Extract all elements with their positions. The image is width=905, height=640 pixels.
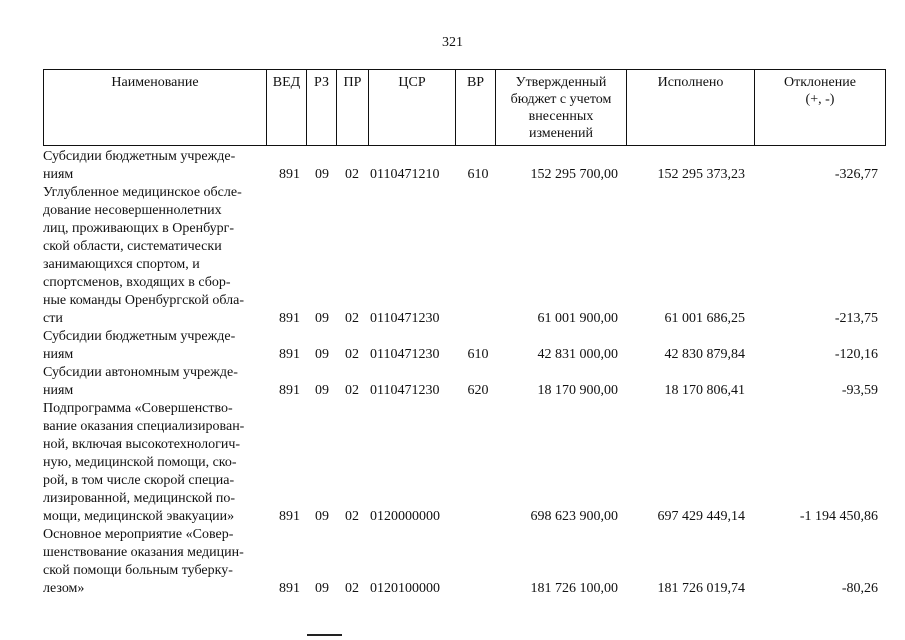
header-csr-label: ЦСР <box>398 75 426 90</box>
header-pr-label: ПР <box>343 75 362 90</box>
header-deviation-line: (+, -) <box>805 92 835 107</box>
row-name <box>43 184 265 328</box>
row-name-line: лиц, проживающих в Оренбург- <box>43 221 235 236</box>
header-name <box>44 70 266 145</box>
cell-rz: 09 <box>315 311 329 326</box>
cell-rz: 09 <box>315 347 329 362</box>
cell-deviation: -213,75 <box>834 311 878 326</box>
cell-vr: 620 <box>467 383 489 398</box>
header-csr <box>368 70 455 145</box>
cell-csr: 0110471230 <box>370 311 440 326</box>
cell-ved: 891 <box>279 581 300 596</box>
table-row <box>43 526 886 598</box>
header-deviation-line: Отклонение <box>784 75 856 90</box>
row-name-line: лизированной, медицинской по- <box>43 491 236 506</box>
cell-deviation: -80,26 <box>841 581 878 596</box>
row-name-line: шенствование оказания медицин- <box>43 545 244 560</box>
cell-vr: 610 <box>467 167 489 182</box>
cell-csr: 0110471230 <box>370 383 440 398</box>
header-ved <box>266 70 306 145</box>
row-name-line: Подпрограмма «Совершенство- <box>43 401 233 416</box>
table-row <box>43 400 886 526</box>
row-name-line: ную, медицинской помощи, ско- <box>43 455 237 470</box>
cell-deviation: -120,16 <box>834 347 878 362</box>
cell-rz: 09 <box>315 581 329 596</box>
header-budget-line: внесенных <box>528 109 594 124</box>
header-name-label: Наименование <box>111 75 199 90</box>
row-name-line: дование несовершеннолетних <box>43 203 222 218</box>
cell-rz: 09 <box>315 509 329 524</box>
row-name-line: вание оказания специализирован- <box>43 419 245 434</box>
row-name-line: Основное мероприятие «Совер- <box>43 527 234 542</box>
row-name-line: Субсидии бюджетным учрежде- <box>43 149 236 164</box>
header-pr <box>336 70 368 145</box>
row-name-line: Субсидии автономным учрежде- <box>43 365 238 380</box>
footer-divider <box>307 634 342 636</box>
table-row <box>43 184 886 328</box>
page-number: 321 <box>442 35 463 50</box>
cell-csr: 0120100000 <box>370 581 440 596</box>
table-header <box>43 69 886 146</box>
header-rz-label: РЗ <box>314 75 329 90</box>
row-name-line: ной, включая высокотехнологич- <box>43 437 241 452</box>
row-name-line: ниям <box>43 167 74 182</box>
cell-pr: 02 <box>345 311 359 326</box>
row-name-line: ской области, систематически <box>43 239 222 254</box>
cell-pr: 02 <box>345 167 359 182</box>
header-budget <box>495 70 626 145</box>
cell-budget: 152 295 700,00 <box>530 167 618 182</box>
table-row <box>43 328 886 364</box>
cell-rz: 09 <box>315 167 329 182</box>
row-name-line: спортсменов, входящих в сбор- <box>43 275 231 290</box>
cell-deviation: -326,77 <box>834 167 878 182</box>
cell-pr: 02 <box>345 581 359 596</box>
cell-executed: 42 830 879,84 <box>664 347 745 362</box>
row-name-line: лезом» <box>43 581 85 596</box>
table-body <box>43 148 886 598</box>
header-executed-label: Исполнено <box>657 75 724 90</box>
cell-budget: 18 170 900,00 <box>537 383 618 398</box>
row-name-line: Углубленное медицинское обсле- <box>43 185 242 200</box>
cell-pr: 02 <box>345 383 359 398</box>
cell-budget: 42 831 000,00 <box>537 347 618 362</box>
row-name-line: занимающихся спортом, и <box>43 257 200 272</box>
row-name-line: ниям <box>43 347 74 362</box>
row-name-line: ниям <box>43 383 74 398</box>
header-vr-label: ВР <box>466 75 485 90</box>
cell-budget: 181 726 100,00 <box>530 581 618 596</box>
cell-ved: 891 <box>279 347 300 362</box>
header-budget-line: бюджет с учетом <box>510 92 612 107</box>
header-vr <box>455 70 495 145</box>
cell-budget: 698 623 900,00 <box>530 509 618 524</box>
cell-vr: 610 <box>467 347 489 362</box>
header-rz <box>306 70 336 145</box>
cell-executed: 61 001 686,25 <box>664 311 745 326</box>
header-deviation <box>754 70 885 145</box>
row-name-line: ные команды Оренбургской обла- <box>43 293 245 308</box>
cell-ved: 891 <box>279 311 300 326</box>
cell-rz: 09 <box>315 383 329 398</box>
table-row <box>43 148 886 184</box>
row-name-line: ской помощи больным туберку- <box>43 563 233 578</box>
cell-pr: 02 <box>345 347 359 362</box>
row-name-line: Субсидии бюджетным учрежде- <box>43 329 236 344</box>
header-executed <box>626 70 754 145</box>
row-name-line: сти <box>43 311 63 326</box>
header-ved-label: ВЕД <box>272 75 301 90</box>
cell-ved: 891 <box>279 509 300 524</box>
cell-executed: 152 295 373,23 <box>657 167 745 182</box>
row-name-line: мощи, медицинской эвакуации» <box>43 509 235 524</box>
header-budget-line: изменений <box>528 126 594 141</box>
cell-executed: 181 726 019,74 <box>657 581 745 596</box>
cell-executed: 697 429 449,14 <box>657 509 745 524</box>
cell-executed: 18 170 806,41 <box>664 383 745 398</box>
cell-deviation: -93,59 <box>841 383 878 398</box>
cell-ved: 891 <box>279 167 300 182</box>
header-budget-line: Утвержденный <box>515 75 607 90</box>
cell-csr: 0110471210 <box>370 167 440 182</box>
cell-budget: 61 001 900,00 <box>537 311 618 326</box>
cell-pr: 02 <box>345 509 359 524</box>
cell-ved: 891 <box>279 383 300 398</box>
row-name-line: рой, в том числе скорой специа- <box>43 473 235 488</box>
cell-deviation: -1 194 450,86 <box>799 509 878 524</box>
table-row <box>43 364 886 400</box>
cell-csr: 0110471230 <box>370 347 440 362</box>
cell-csr: 0120000000 <box>370 509 440 524</box>
